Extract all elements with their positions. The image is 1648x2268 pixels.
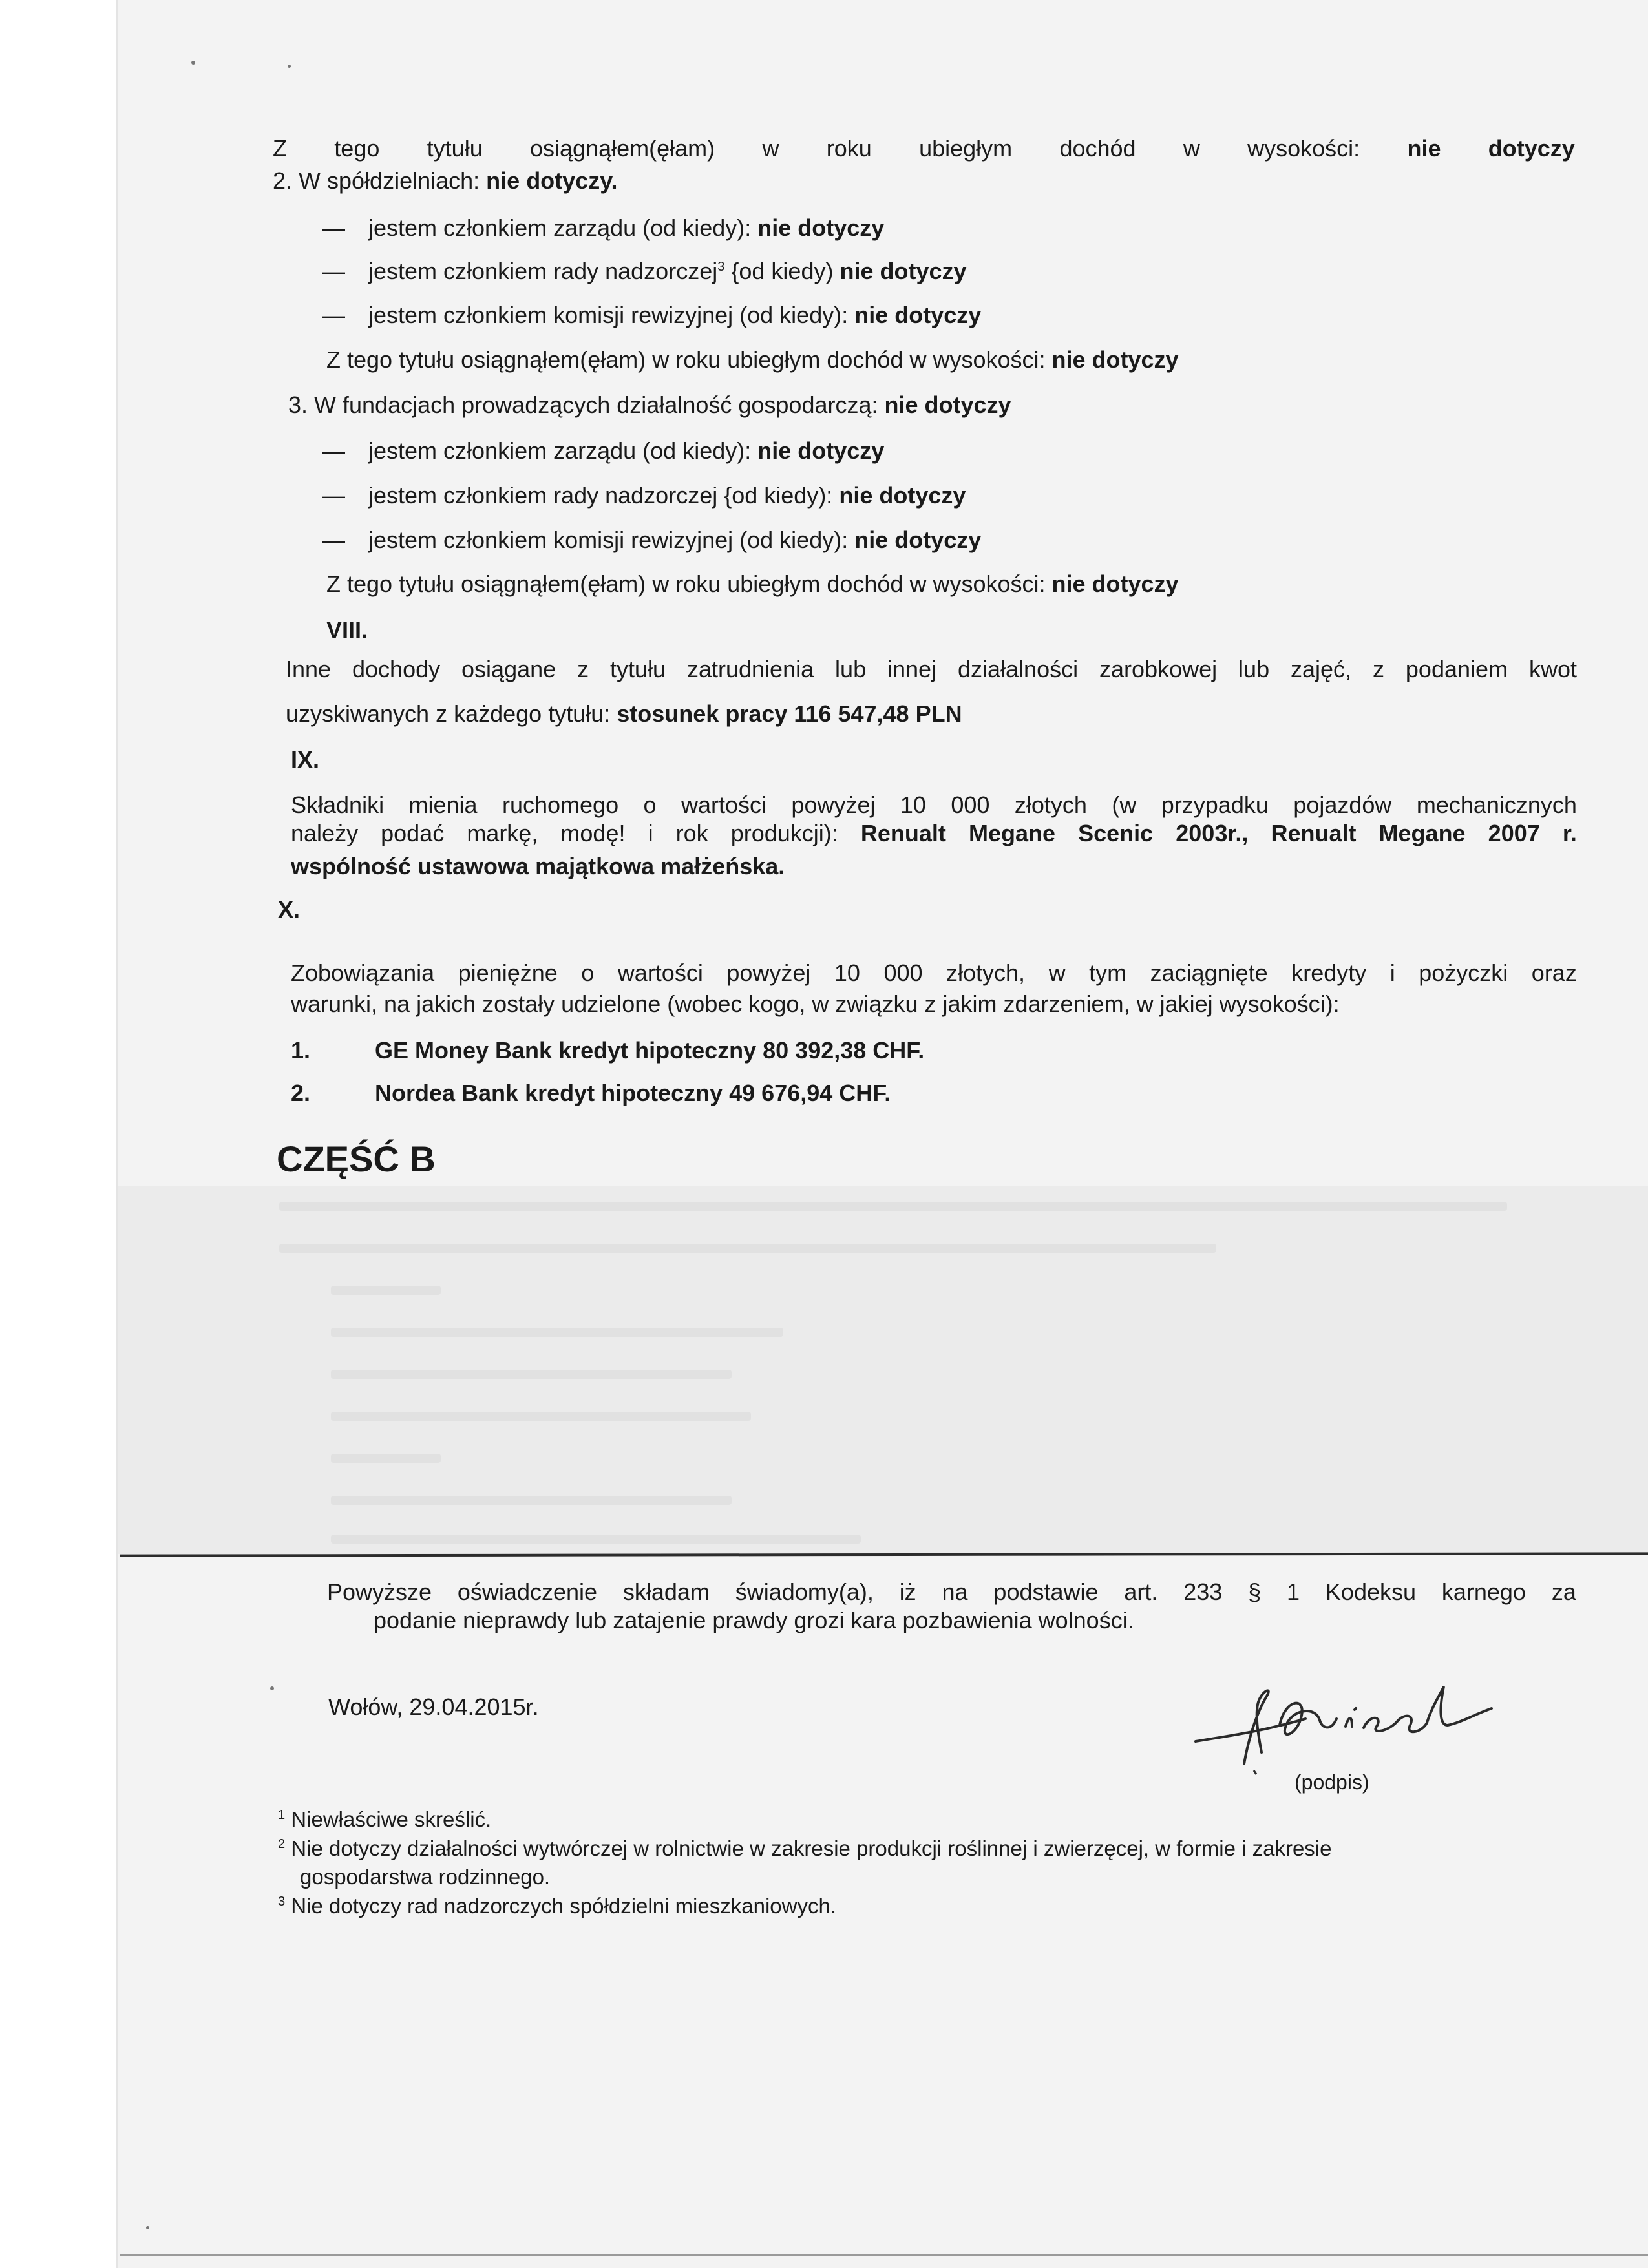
cooperatives-item: — jestem członkiem zarządu (od kiedy): nie dotyczy [322,215,885,241]
page-bottom-edge [120,2254,1648,2256]
cooperatives-item: — jestem członkiem rady nadzorczej$^3$ {od kiedy) nie dotyczy [322,258,967,284]
footnote: $^3$ Nie dotyczy rad nadzorczych spółdzielni mieszkaniowych. [278,1894,836,1918]
section-x-description: Zobowiązania pieniężne o wartości powyżej 10 000 złotych, w tym zaciągnięte kredyty i pożyczki oraz [291,960,1577,986]
section-ix-description: Składniki mienia ruchomego o wartości powyżej 10 000 złotych (w przypadku pojazdów mechanicznych [291,792,1577,818]
loan-item: 2. Nordea Bank kredyt hipoteczny 49 676,94 CHF. [291,1080,891,1106]
section-x-conditions: warunki, na jakich zostały udzielone (wobec kogo, w związku z jakim zdarzeniem, w jakiej wysokości): [291,991,1340,1017]
cooperatives-item: — jestem członkiem komisji rewizyjnej (od kiedy): nie dotyczy [322,302,982,328]
cooperatives-income: Z tego tytułu osiągnąłem(ęłam) w roku ubiegłym dochód w wysokości: nie dotyczy [326,346,1179,373]
footnote-continued: gospodarstwa rodzinnego. [300,1865,551,1889]
section-ix-ownership: wspólność ustawowa majątkowa małżeńska. [291,853,785,879]
scan-page-edge [116,0,118,2268]
foundations-item: — jestem członkiem komisji rewizyjnej (od kiedy): nie dotyczy [322,527,982,553]
section-ix-numeral: IX. [291,746,320,773]
declaration-text-continued: podanie nieprawdy lub zatajenie prawdy grozi kara pozbawienia wolności. [374,1607,1134,1633]
income-line-ownership: Z tego tytułu osiągnąłem(ęłam) w roku ubiegłym dochód w wysokości: nie dotyczy [273,135,1575,162]
section-viii-value-line: uzyskiwanych z każdego tytułu: stosunek pracy 116 547,48 PLN [286,700,962,727]
scan-margin [0,0,116,2268]
scan-speck [270,1686,274,1690]
place-and-date: Wołów, 29.04.2015r. [328,1694,539,1720]
footnote: $^1$ Niewłaściwe skreślić. [278,1807,492,1831]
handwritten-signature [1183,1680,1519,1777]
section-viii-numeral: VIII. [326,616,368,643]
scan-speck [146,2226,149,2229]
section-ix-vehicles: należy podać markę, modę! i rok produkcji): Renualt Megane Scenic 2003r., Renualt Megane 2007 r. [291,820,1577,846]
foundations-item: — jestem członkiem zarządu (od kiedy): nie dotyczy [322,437,885,464]
part-b-title: CZĘŚĆ B [277,1139,436,1179]
foundations-income: Z tego tytułu osiągnąłem(ęłam) w roku ubiegłym dochód w wysokości: nie dotyczy [326,571,1179,597]
section-x-numeral: X. [278,896,301,923]
footnote: $^2$ Nie dotyczy działalności wytwórczej w rolnictwie w zakresie produkcji roślinnej i zwierzęcej, w formie i zakresie [278,1836,1332,1860]
signature-caption: (podpis) [1294,1770,1369,1794]
section-viii-description: Inne dochody osiągane z tytułu zatrudnienia lub innej działalności zarobkowej lub zajęć, z podaniem kwot [286,656,1577,682]
scan-speck [191,61,195,65]
faded-section-area [118,1186,1648,1554]
declaration-text: Powyższe oświadczenie składam świadomy(a), iż na podstawie art. 233 § 1 Kodeksu karnego za [327,1579,1576,1605]
scan-speck [288,65,291,68]
cooperatives-heading: 2. W spółdzielniach: nie dotyczy. [273,167,618,194]
foundations-heading: 3. W fundacjach prowadzących działalność gospodarczą: nie dotyczy [288,392,1011,418]
loan-item: 1. GE Money Bank kredyt hipoteczny 80 392,38 CHF. [291,1037,925,1064]
foundations-item: — jestem członkiem rady nadzorczej {od kiedy): nie dotyczy [322,482,966,509]
